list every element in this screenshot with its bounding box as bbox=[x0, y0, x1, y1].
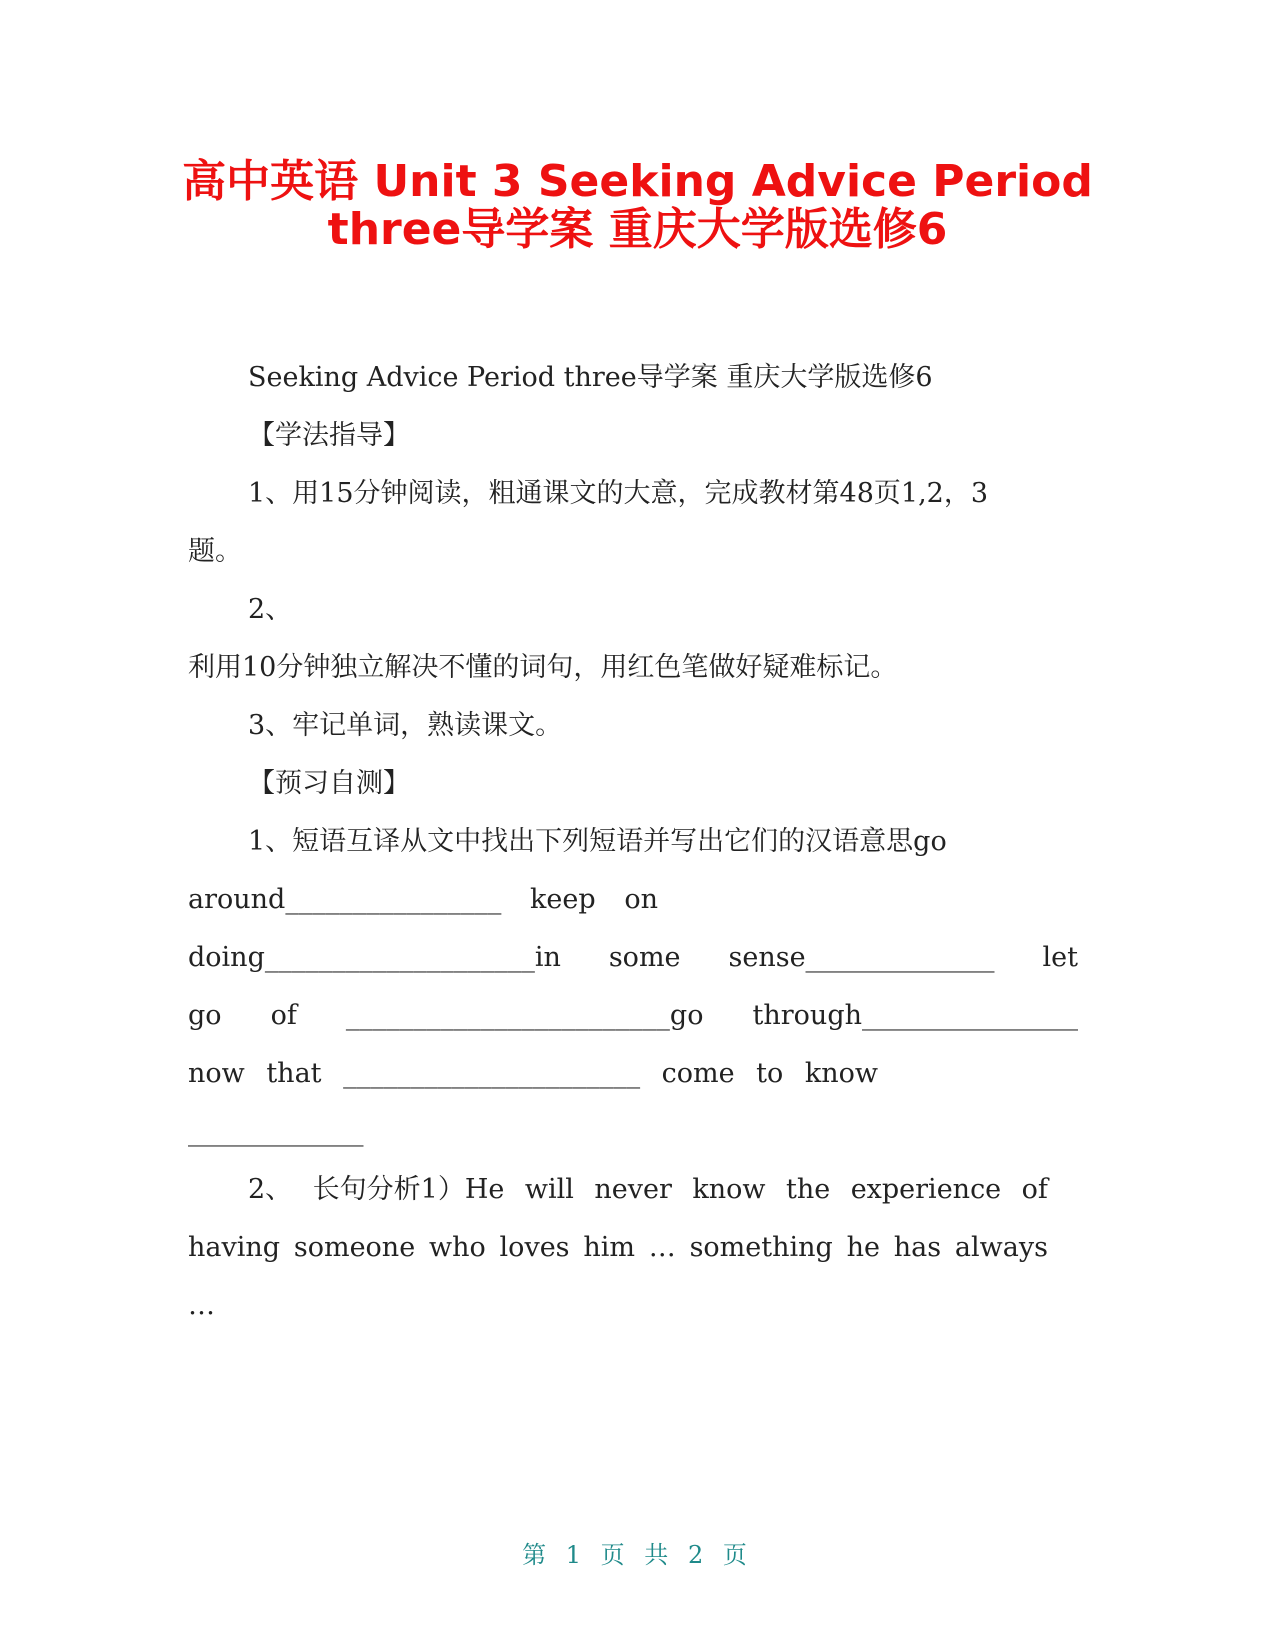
phrase-sense: sense______________ bbox=[728, 942, 995, 973]
q2-word-never: never bbox=[594, 1174, 672, 1205]
guide-item-3: 3、牢记单词，熟读课文。 bbox=[248, 710, 563, 741]
question-2-line-1 bbox=[248, 1174, 1048, 1206]
guide-item-2-number: 2、 bbox=[248, 594, 293, 625]
phrase-through: through________________ bbox=[752, 1000, 1078, 1031]
section-heading-study-guide: 【学法指导】 bbox=[248, 420, 410, 451]
phrase-blank: ______________________ bbox=[343, 1058, 641, 1089]
q2-word-something: something bbox=[689, 1232, 833, 1263]
q2-word-him: him bbox=[583, 1232, 635, 1263]
q2-word-having: having bbox=[188, 1232, 281, 1263]
q2-word-he: 长句分析1）He bbox=[312, 1174, 505, 1205]
q2-word-experience: experience bbox=[850, 1174, 1002, 1205]
question-2-line-2 bbox=[188, 1232, 1048, 1264]
question-2-line-3: … bbox=[188, 1290, 215, 1321]
phrase-go-around: around________________ bbox=[188, 884, 502, 915]
question-1-line-4 bbox=[188, 1000, 1078, 1032]
subtitle: Seeking Advice Period three导学案 重庆大学版选修6 bbox=[248, 362, 933, 393]
phrase-know: know bbox=[804, 1058, 878, 1089]
phrase-that: that bbox=[266, 1058, 322, 1089]
phrase-some: some bbox=[608, 942, 681, 973]
q2-word-always: always bbox=[954, 1232, 1048, 1263]
guide-item-1: 1、用15分钟阅读，粗通课文的大意，完成教材第48页1,2，3 bbox=[248, 478, 989, 509]
question-1-line-3 bbox=[188, 942, 1078, 974]
phrase-to: to bbox=[756, 1058, 784, 1089]
question-1-line-2 bbox=[188, 884, 658, 916]
q2-word-he-2: he bbox=[846, 1232, 880, 1263]
guide-item-1-continued: 题。 bbox=[188, 536, 242, 567]
q2-word-the: the bbox=[785, 1174, 831, 1205]
section-heading-self-test: 【预习自测】 bbox=[248, 768, 410, 799]
q2-word-someone: someone bbox=[293, 1232, 416, 1263]
q2-word-loves: loves bbox=[499, 1232, 570, 1263]
phrase-now: now bbox=[188, 1058, 245, 1089]
phrase-let: let bbox=[1042, 942, 1078, 973]
phrase-on: on bbox=[624, 884, 658, 915]
q2-word-of: of bbox=[1021, 1174, 1048, 1205]
guide-item-2-text: 利用10分钟独立解决不懂的词句，用红色笔做好疑难标记。 bbox=[188, 652, 898, 683]
document-title-line-2: three导学案 重庆大学版选修6 bbox=[327, 204, 948, 255]
question-1-prompt: 1、短语互译从文中找出下列短语并写出它们的汉语意思go bbox=[248, 826, 947, 857]
q2-word-will: will bbox=[524, 1174, 574, 1205]
question-1-line-5 bbox=[188, 1058, 878, 1090]
phrase-of: of bbox=[270, 1000, 297, 1031]
q2-word-who: who bbox=[428, 1232, 486, 1263]
phrase-doing: doing____________________in bbox=[188, 942, 561, 973]
q2-ellipsis: … bbox=[648, 1232, 676, 1263]
phrase-blank-go: ________________________go bbox=[345, 1000, 704, 1031]
phrase-go: go bbox=[188, 1000, 222, 1031]
q2-word-has: has bbox=[893, 1232, 942, 1263]
q2-word-know: know bbox=[692, 1174, 766, 1205]
q2-number: 2、 bbox=[248, 1174, 293, 1205]
phrase-keep: keep bbox=[530, 884, 596, 915]
question-1-line-6: _____________ bbox=[188, 1116, 364, 1147]
page-number: 第 1 页 共 2 页 bbox=[522, 1541, 753, 1569]
document-title-line-1: 高中英语 Unit 3 Seeking Advice Period bbox=[182, 156, 1093, 207]
phrase-come: come bbox=[661, 1058, 735, 1089]
